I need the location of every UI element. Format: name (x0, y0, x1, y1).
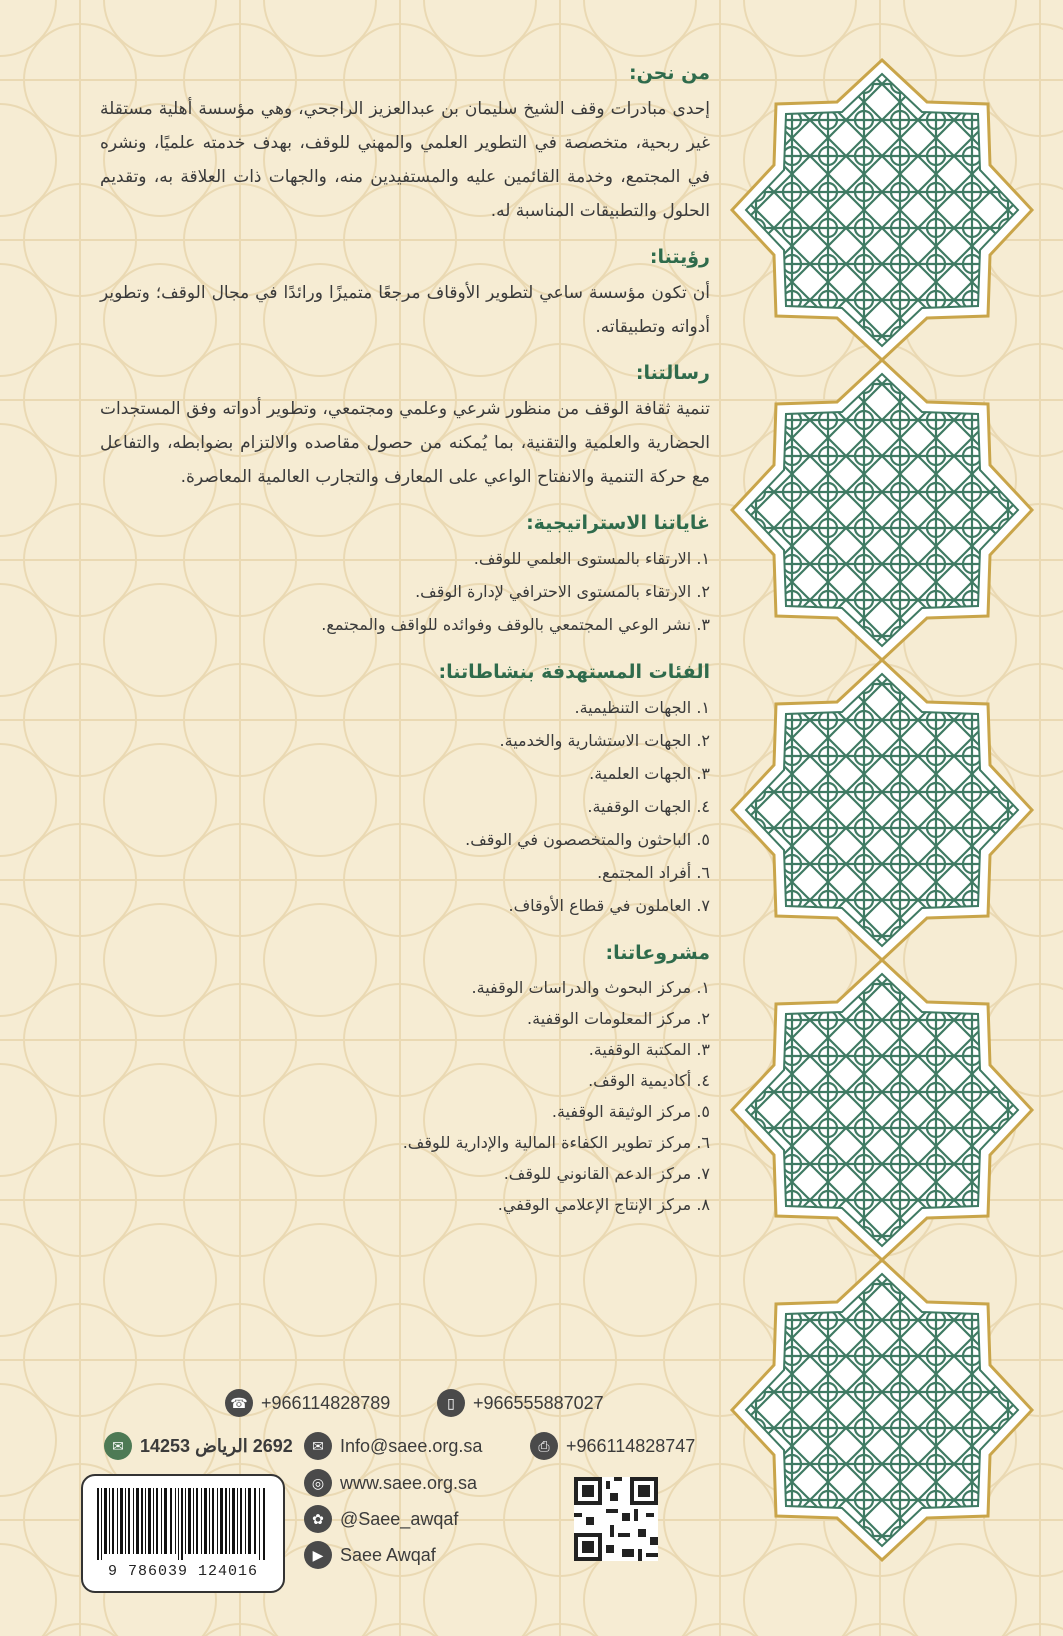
projects-heading: مشروعاتنا: (605, 942, 710, 964)
website-url: www.saee.org.sa (340, 1472, 478, 1493)
list-item: ٢. مركز المعلومات الوقفية. (527, 1009, 710, 1028)
mission-heading: رسالتنا: (635, 362, 710, 384)
list-item: ٢. الارتقاء بالمستوى الاحترافي لإدارة الوقف. (415, 582, 710, 601)
star-ornament-3 (732, 660, 1032, 960)
vision-section (100, 246, 710, 344)
po-box-text: 2692 الرياض 14253 (140, 1435, 293, 1456)
youtube-channel: Saee Awqaf (340, 1544, 436, 1565)
list-item: ٨. مركز الإنتاج الإعلامي الوقفي. (497, 1195, 710, 1214)
list-item: ١. مركز البحوث والدراسات الوقفية. (471, 978, 710, 997)
list-item: ٣. الجهات العلمية. (589, 764, 710, 783)
youtube-contact[interactable] (304, 1541, 436, 1569)
vision-heading: رؤيتنا: (649, 246, 710, 268)
barcode-bars (95, 1488, 270, 1560)
qr-code[interactable] (574, 1477, 658, 1561)
audience-heading: الفئات المستهدفة بنشاطاتنا: (438, 661, 710, 683)
twitter-icon: ✿ (304, 1505, 332, 1533)
projects-list (100, 972, 710, 1220)
fax-icon: ⎙ (530, 1432, 558, 1460)
list-item: ١. الارتقاء بالمستوى العلمي للوقف. (473, 549, 710, 568)
list-item: ٧. مركز الدعم القانوني للوقف. (503, 1164, 710, 1183)
phone-number: +966114828789 (261, 1392, 391, 1413)
projects-section (100, 942, 710, 1220)
fax-contact[interactable] (530, 1432, 695, 1460)
audience-section (100, 661, 710, 922)
email-contact[interactable] (304, 1432, 482, 1460)
about-heading: من نحن: (628, 62, 710, 84)
list-item: ٥. مركز الوثيقة الوقفية. (551, 1102, 710, 1121)
phone-contact[interactable] (225, 1389, 390, 1417)
list-item: ٣. نشر الوعي المجتمعي بالوقف وفوائده للواقف والمجتمع. (321, 615, 710, 634)
star-ornament-5 (732, 1260, 1032, 1560)
fax-number: +966114828747 (566, 1435, 696, 1456)
twitter-contact[interactable] (304, 1505, 458, 1533)
list-item: ١. الجهات التنظيمية. (574, 698, 710, 717)
goals-section (100, 512, 710, 641)
mission-section (100, 362, 710, 494)
goals-list (100, 542, 710, 641)
star-ornament-1 (732, 60, 1032, 360)
po-box-contact (104, 1432, 293, 1460)
main-content (100, 62, 710, 1240)
list-item: ٦. مركز تطوير الكفاءة المالية والإدارية للوقف. (402, 1133, 710, 1152)
barcode-number: 9 786039 124016 (107, 1563, 259, 1580)
goals-heading: غاياتنا الاستراتيجية: (526, 512, 710, 534)
list-item: ٢. الجهات الاستشارية والخدمية. (499, 731, 710, 750)
email-icon: ✉ (304, 1432, 332, 1460)
star-ornament-4 (732, 960, 1032, 1260)
barcode (81, 1474, 285, 1593)
list-item: ٧. العاملون في قطاع الأوقاف. (508, 896, 710, 915)
list-item: ٥. الباحثون والمتخصصون في الوقف. (465, 830, 710, 849)
mailbox-icon: ✉ (104, 1432, 132, 1460)
globe-icon: ◎ (304, 1469, 332, 1497)
about-section (100, 62, 710, 228)
decorative-star-column (722, 55, 1042, 1635)
list-item: ٤. أكاديمية الوقف. (588, 1071, 710, 1090)
twitter-handle: @Saee_awqaf (340, 1508, 459, 1529)
about-text: إحدى مبادرات وقف الشيخ سليمان بن عبدالعزيز الراجحي، وهي مؤسسة أهلية مستقلة غير ربحية، متخصصة في التطوير العلمي والمهني للوقف، بهدف خدمته علميًا، ونشره في المجتمع، وخدمة القائمين عليه والمستفيدين منه، والجهات ذات العلاقة به، وتقديم الحلول والتطبيقات المناسبة له. (100, 99, 710, 221)
list-item: ٣. المكتبة الوقفية. (588, 1040, 710, 1059)
vision-text: أن تكون مؤسسة ساعي لتطوير الأوقاف مرجعًا متميزًا ورائدًا في مجال الوقف؛ وتطوير أدواته وتطبيقاته. (100, 283, 710, 337)
mobile-number: +966555887027 (473, 1392, 604, 1413)
youtube-icon: ▶ (304, 1541, 332, 1569)
website-contact[interactable] (304, 1469, 477, 1497)
audience-list (100, 691, 710, 922)
mobile-icon: ▯ (437, 1389, 465, 1417)
list-item: ٦. أفراد المجتمع. (597, 863, 710, 882)
phone-icon: ☎ (225, 1389, 253, 1417)
star-ornament-2 (732, 360, 1032, 660)
mission-text: تنمية ثقافة الوقف من منظور شرعي وعلمي ومجتمعي، وتطوير أدواته وفق المستجدات الحضارية والعلمية والتقنية، بما يُمكنه من حصول مقاصده والالتزام بضوابطه، والتفاعل مع حركة التنمية والانفتاح الواعي على المعارف والتجارب العالمية المعاصرة. (100, 399, 710, 487)
email-address: Info@saee.org.sa (340, 1435, 483, 1456)
mobile-contact[interactable] (437, 1389, 604, 1417)
list-item: ٤. الجهات الوقفية. (587, 797, 710, 816)
